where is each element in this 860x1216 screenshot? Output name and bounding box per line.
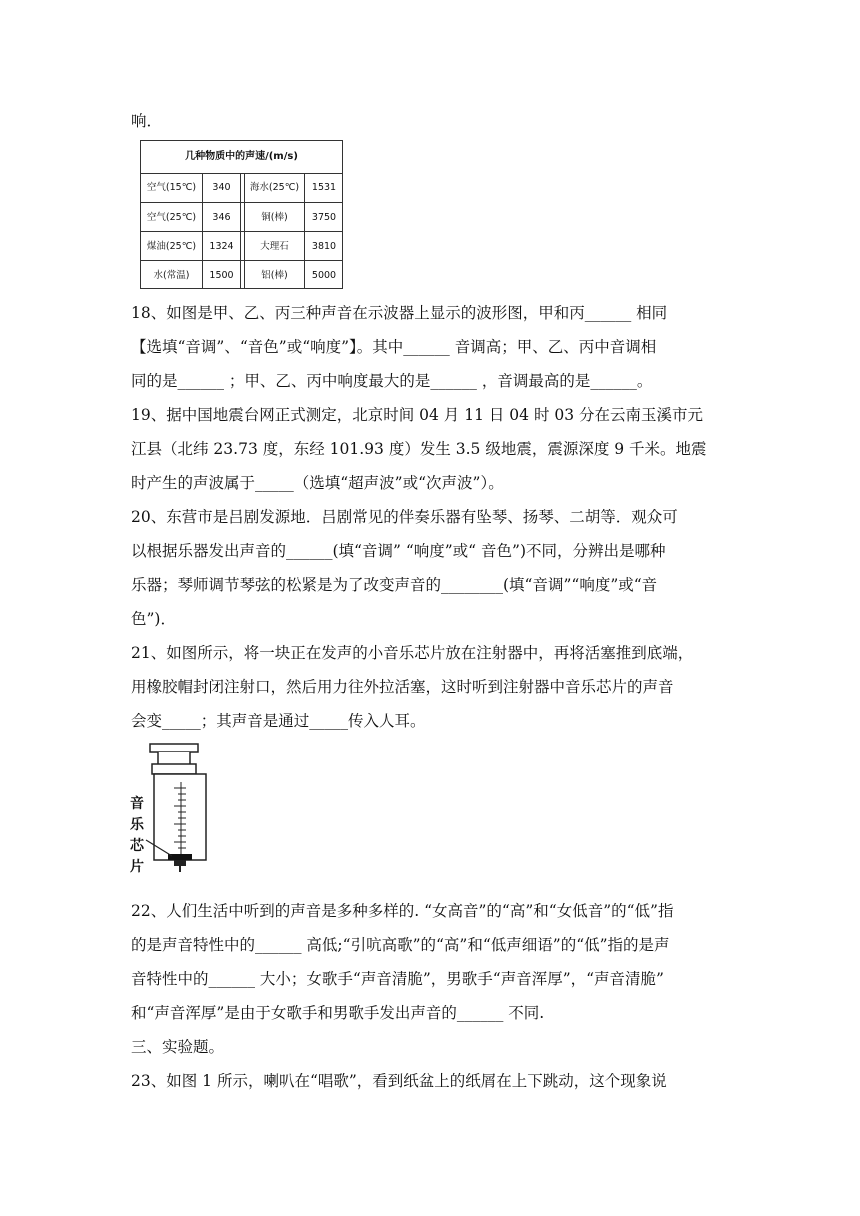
table-cell: 3750 xyxy=(311,212,337,223)
syringe-label-char: 芯 xyxy=(130,838,144,854)
syringe-label-char: 音 xyxy=(130,796,144,812)
text-line: 用橡胶帽封闭注射口，然后用力往外拉活塞，这时听到注射器中音乐芯片的声音 xyxy=(131,678,674,696)
table-cell: 水(常温) xyxy=(153,270,190,281)
text-line: 【选填“音调”、“音色”或“响度”】。其中______ 音调高；甲、乙、丙中音调相 xyxy=(131,338,657,356)
text-line: 时产生的声波属于_____（选填“超声波”或“次声波”）。 xyxy=(131,474,504,492)
table-cell: 大理石 xyxy=(260,241,289,252)
table-row xyxy=(141,260,342,290)
text-line: 会变_____；其声音是通过_____传入人耳。 xyxy=(131,712,426,730)
table-cell: 5000 xyxy=(311,270,337,281)
table-cell: 煤油(25℃) xyxy=(146,241,197,252)
text-line: 21、如图所示，将一块正在发声的小音乐芯片放在注射器中，再将活塞推到底端， xyxy=(131,644,694,662)
text-line: 19、据中国地震台网正式测定，北京时间 04 月 11 日 04 时 03 分在云南玉溪市元 xyxy=(131,406,704,424)
text-line: 以根据乐器发出声音的______(填“音调” “响度”或“ 音色”)不同，分辨出是哪种 xyxy=(131,542,666,560)
text-line: 和“声音浑厚”是由于女歌手和男歌手发出声音的______ 不同. xyxy=(131,1004,545,1022)
table-row xyxy=(141,173,342,202)
syringe-label-char: 片 xyxy=(130,859,144,875)
text-line: 22、人们生活中听到的声音是多种多样的. “女高音”的“高”和“女低音”的“低”指 xyxy=(131,902,674,920)
text-line: 音特性中的______ 大小；女歌手“声音清脆”，男歌手“声音浑厚”，“声音清脆” xyxy=(131,970,664,988)
table-caption: 几种物质中的声速/(m/s) xyxy=(141,141,342,174)
text-line: 23、如图 1 所示，喇叭在“唱歌”，看到纸盆上的纸屑在上下跳动，这个现象说 xyxy=(131,1072,667,1090)
table-cell: 1324 xyxy=(209,241,234,252)
table-cell: 3810 xyxy=(311,241,337,252)
table-cell: 海水(25℃) xyxy=(249,182,300,193)
table-cell: 空气(25℃) xyxy=(146,212,197,223)
table-cell: 1531 xyxy=(311,182,337,193)
table-cell: 空气(15℃) xyxy=(146,182,197,193)
table-cell: 346 xyxy=(212,212,231,223)
table-cell: 1500 xyxy=(209,270,234,281)
text-line: 乐器；琴师调节琴弦的松紧是为了改变声音的________(填“音调”“响度”或“音 xyxy=(131,576,658,594)
text-line: 江县（北纬 23.73 度，东经 101.93 度）发生 3.5 级地震，震源深度 9 千米。地震 xyxy=(131,440,707,458)
text-line: 的是声音特性中的______ 高低;“引吭高歌”的“高”和“低声细语”的“低”指的是声 xyxy=(131,936,670,954)
table-cell: 铜(棒) xyxy=(261,212,288,223)
text-line: 响． xyxy=(131,112,163,130)
table-cell: 340 xyxy=(212,182,231,193)
section-heading: 三、实验题。 xyxy=(131,1038,225,1056)
sound-speed-table xyxy=(140,140,343,289)
text-line: 色”)． xyxy=(131,610,176,628)
syringe-label-char: 乐 xyxy=(130,817,144,833)
table-row xyxy=(141,202,342,232)
syringe-figure xyxy=(128,742,228,874)
text-line: 同的是______ ；甲、乙、丙中响度最大的是______ ，音调最高的是______。 xyxy=(131,372,653,390)
table-cell: 铝(棒) xyxy=(261,270,288,281)
text-line: 18、如图是甲、乙、丙三种声音在示波器上显示的波形图，甲和丙______ 相同 xyxy=(131,304,668,322)
text-line: 20、东营市是吕剧发源地．吕剧常见的伴奏乐器有坠琴、扬琴、二胡等．观众可 xyxy=(131,508,678,526)
table-row xyxy=(141,231,342,261)
